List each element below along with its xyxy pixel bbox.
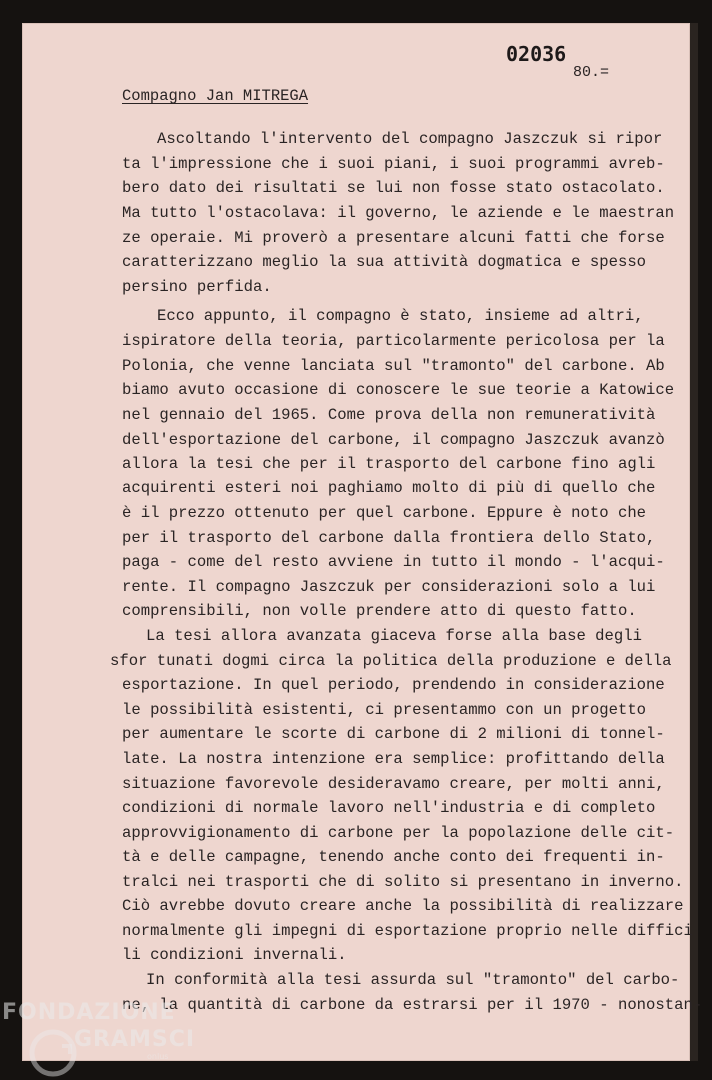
text-line: In conformità alla tesi assurda sul "tramonto" del carbo- [146,971,680,989]
text-line: condizioni di normale lavoro nell'industria e di completo [122,799,656,817]
text-line: ne, la quantità di carbone da estrarsi per il 1970 - nonostan- [122,996,703,1014]
page-number: 80.= [573,64,610,81]
text-line: esportazione. In quel periodo, prendendo in considerazione [122,676,665,694]
text-line: ispiratore della teoria, particolarmente pericolosa per la [122,332,665,350]
text-line: dell'esportazione del carbone, il compagno Jaszczuk avanzò [122,431,665,449]
text-line: acquirenti esteri noi paghiamo molto di più di quello che [122,479,656,497]
text-line: biamo avuto occasione di conoscere le sue teorie a Katowice [122,381,675,399]
text-line: comprensibili, non volle prendere atto di questo fatto. [122,602,637,620]
text-line: tralci nei trasporti che di solito si presentano in inverno. [122,873,684,891]
watermark-line-1: FONDAZIONE [2,1000,176,1025]
text-line: sfor tunati dogmi circa la politica della produzione e della [110,652,672,670]
text-line: La tesi allora avanzata giaceva forse alla base degli [146,627,642,645]
text-line: Ma tutto l'ostacolava: il governo, le aziende e le maestran [122,204,675,222]
text-line: li condizioni invernali. [122,946,347,964]
text-line: ta l'impressione che i suoi piani, i suoi programmi avreb- [122,155,665,173]
text-line: ze operaie. Mi proverò a presentare alcuni fatti che forse [122,229,665,247]
page-edge [690,23,698,1061]
document-title: Compagno Jan MITREGA [122,87,309,105]
text-line: è il prezzo ottenuto per quel carbone. Eppure è noto che [122,504,647,522]
text-line: normalmente gli impegni di esportazione proprio nelle diffici [122,922,693,940]
text-line: allora la tesi che per il trasporto del carbone fino agli [122,455,656,473]
text-line: per aumentare le scorte di carbone di 2 milioni di tonnel- [122,725,665,743]
text-line: rente. Il compagno Jaszczuk per considerazioni solo a lui [122,578,656,596]
text-line: late. La nostra intenzione era semplice: profittando della [122,750,665,768]
text-line: Polonia, che venne lanciata sul "tramonto" del carbone. Ab [122,357,665,375]
text-line: situazione favorevole desideravamo creare, per molti anni, [122,775,665,793]
text-line: Ecco appunto, il compagno è stato, insieme ad altri, [157,307,644,325]
text-line: persino perfida. [122,278,272,296]
text-line: nel gennaio del 1965. Come prova della non remuneratività [122,406,656,424]
document-number: 02036 [506,42,567,66]
text-line: Ascoltando l'intervento del compagno Jaszczuk si ripor [157,130,663,148]
text-line: le possibilità esistenti, ci presentammo con un progetto [122,701,647,719]
text-line: per il trasporto del carbone dalla frontiera dello Stato, [122,529,656,547]
watermark-line-2: GRAMSCI [74,1027,196,1052]
text-line: bero dato dei risultati se lui non fosse stato ostacolato. [122,179,665,197]
text-line: caratterizzano meglio la sua attività dogmatica e spesso [122,253,647,271]
watermark-small: onlus [147,1052,169,1061]
text-line: Ciò avrebbe dovuto creare anche la possibilità di realizzare [122,897,684,915]
text-line: paga - come del resto avviene in tutto il mondo - l'acqui- [122,553,665,571]
text-line: approvvigionamento di carbone per la popolazione delle cit- [122,824,675,842]
text-line: tà e delle campagne, tenendo anche conto dei frequenti in- [122,848,665,866]
